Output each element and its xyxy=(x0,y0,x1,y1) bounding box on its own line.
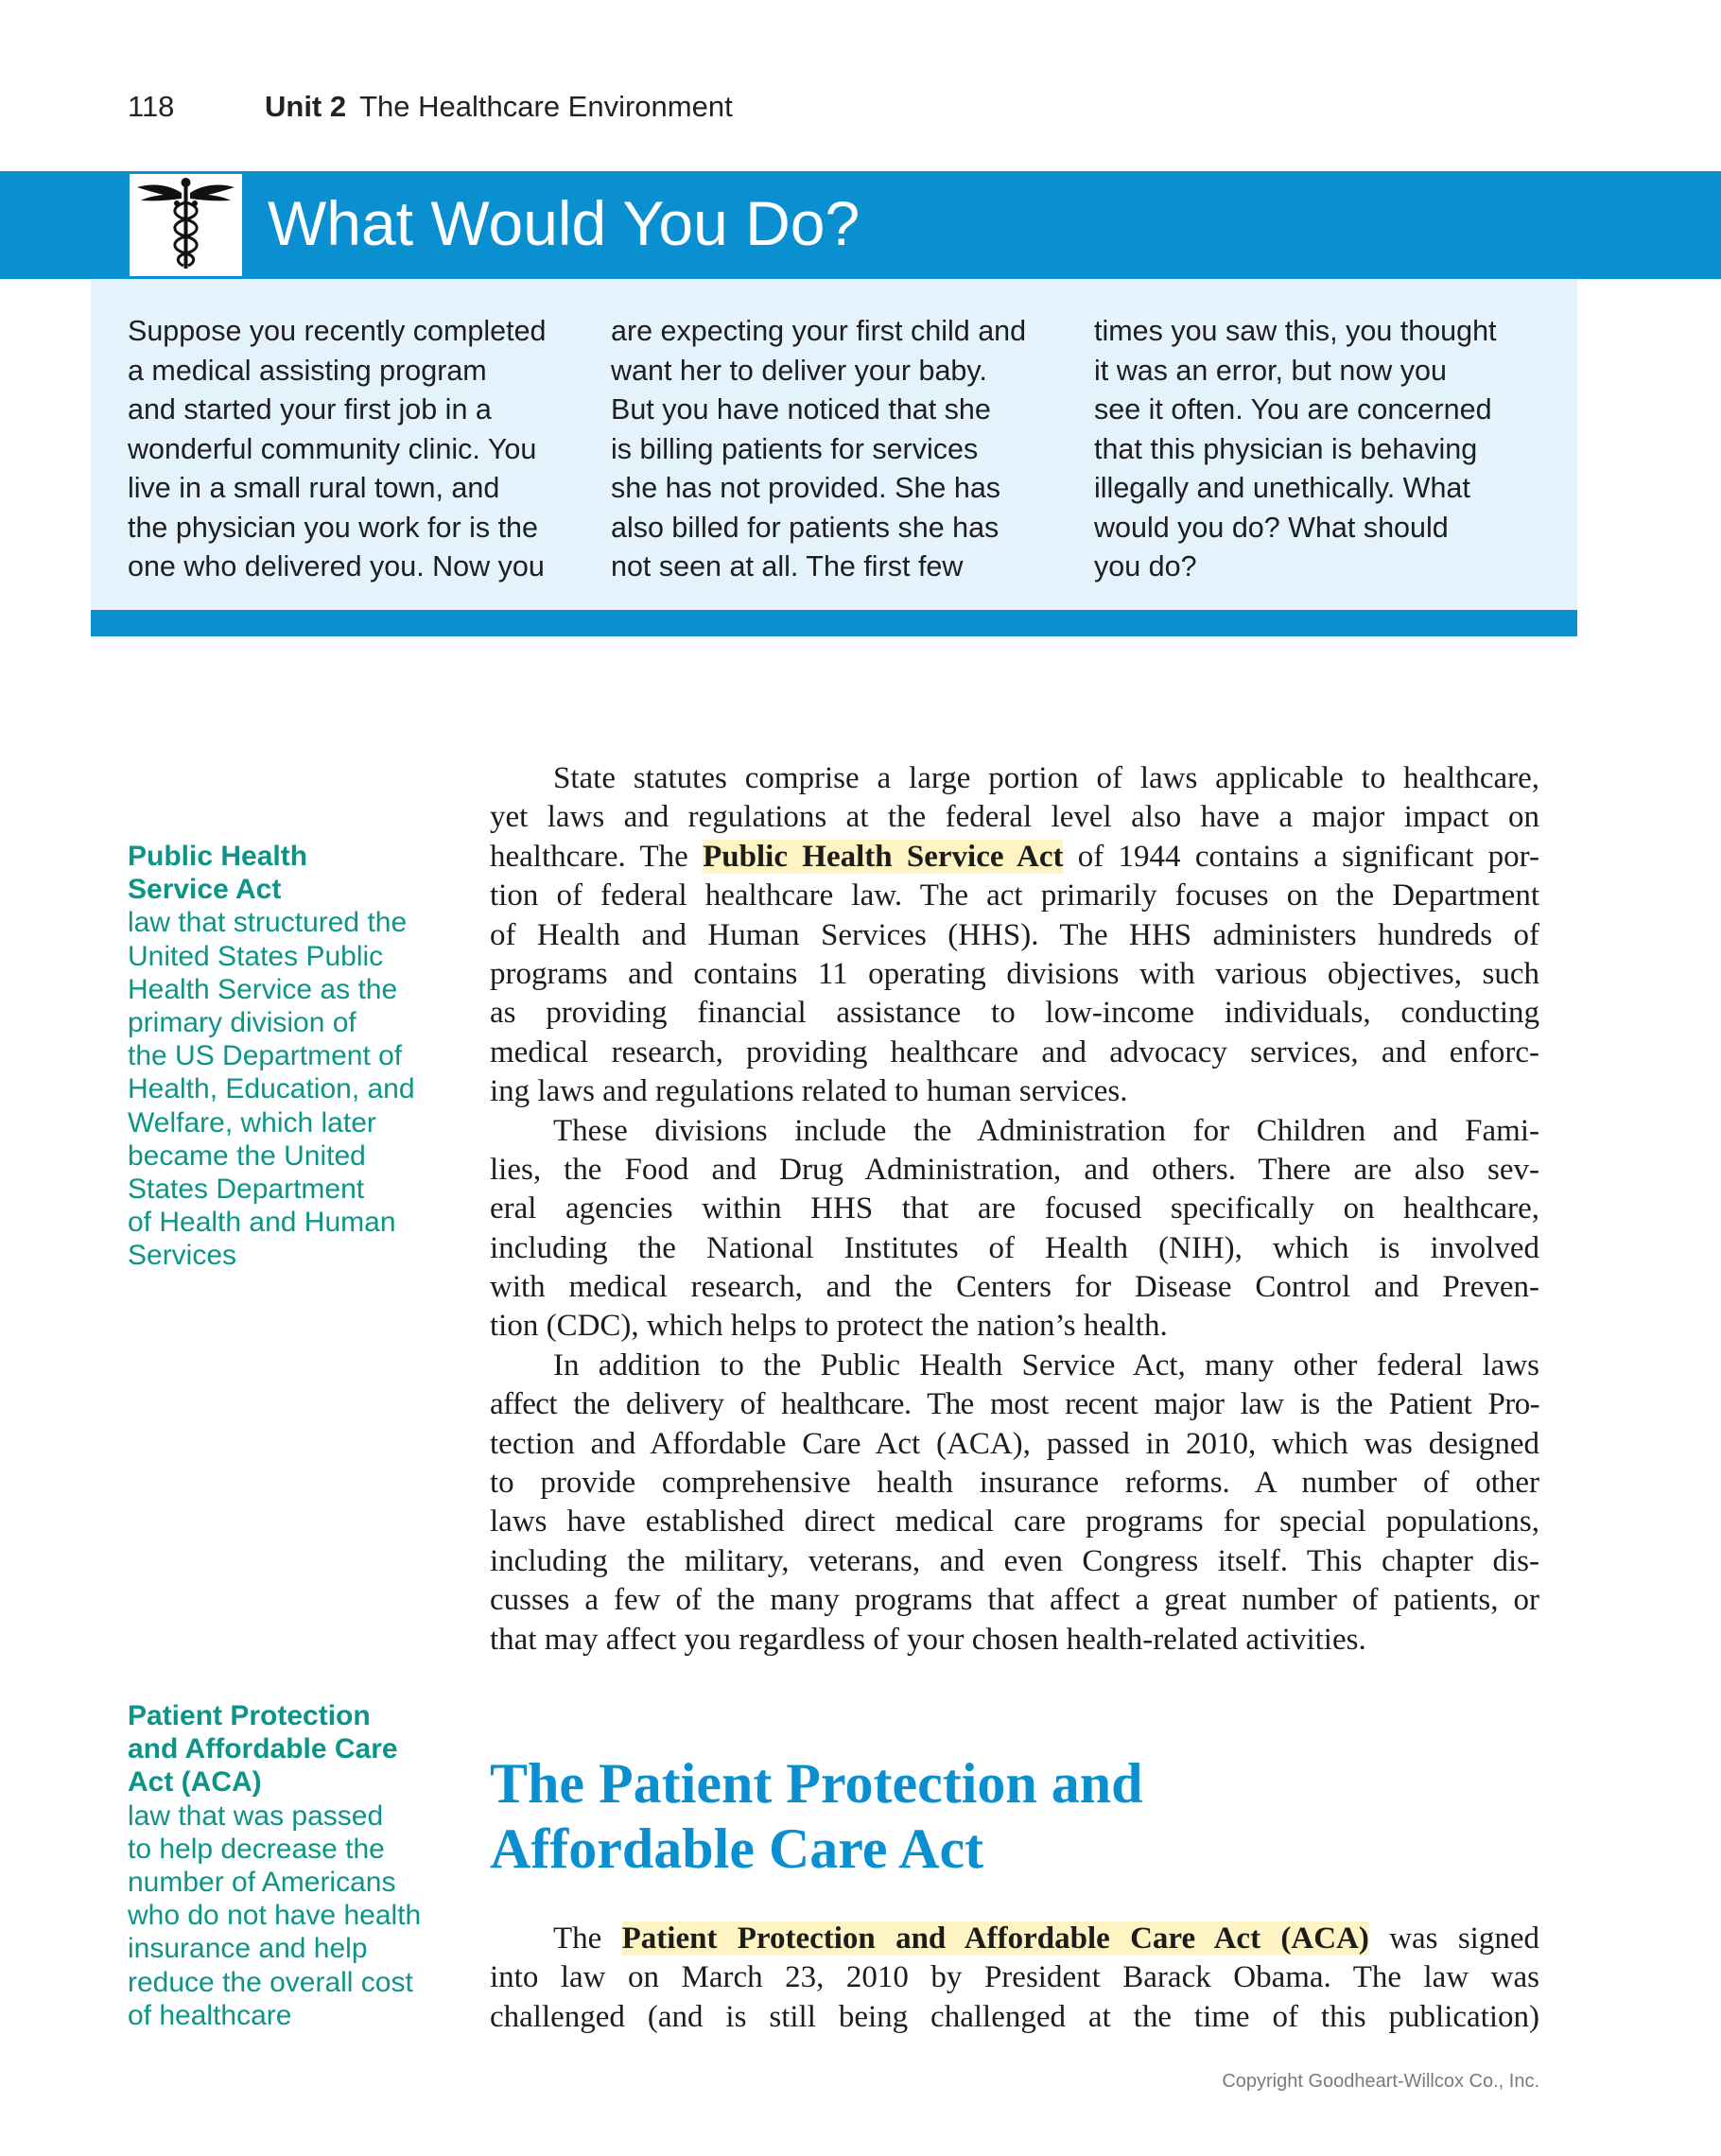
copyright-notice: Copyright Goodheart-Willcox Co., Inc. xyxy=(1222,2071,1539,2092)
feature-title: What Would You Do? xyxy=(268,188,860,258)
body-line xyxy=(490,838,1539,877)
glossary-definition: of Health and Human xyxy=(128,1207,396,1239)
feature-line: would you do? What should xyxy=(1094,511,1449,544)
glossary-definition: United States Public xyxy=(128,940,384,972)
glossary-definition: who do not have health xyxy=(128,1900,422,1932)
glossary-definition: of healthcare xyxy=(128,1999,292,2031)
feature-line: Suppose you recently completed xyxy=(128,315,547,347)
page-number: 118 xyxy=(128,90,175,123)
body-line-part: was signed xyxy=(1368,1921,1539,1956)
body-line: In addition to the Public Health Service Act, many other federal laws xyxy=(553,1348,1539,1382)
glossary-definition: the US Department of xyxy=(128,1040,403,1072)
body-line-part: The xyxy=(553,1921,622,1956)
glossary-term: Service Act xyxy=(128,874,282,906)
feature-line: a medical assisting program xyxy=(128,354,487,387)
glossary-term: and Affordable Care xyxy=(128,1733,398,1765)
feature-line: she has not provided. She has xyxy=(611,472,1001,504)
glossary-aca xyxy=(128,1699,449,2032)
glossary-term: Act (ACA) xyxy=(128,1766,262,1799)
glossary-term: Public Health xyxy=(128,841,308,872)
body-line: tion (CDC), which helps to protect the nation’s health. xyxy=(490,1309,1168,1344)
unit-label: Unit 2 xyxy=(265,90,347,123)
body-line: tion of federal healthcare law. The act primarily focuses on the Department xyxy=(490,878,1539,913)
body-line: as providing financial assistance to low-income individuals, conducting xyxy=(490,996,1539,1031)
body-line: including the military, veterans, and even Congress itself. This chapter dis- xyxy=(490,1543,1539,1578)
feature-line: not seen at all. The first few xyxy=(611,550,964,582)
body-line: into law on March 23, 2010 by President Barack Obama. The law was xyxy=(490,1960,1539,1995)
feature-title-bar xyxy=(0,171,1721,279)
caduceus-icon-graphic xyxy=(130,174,242,276)
glossary-definition: reduce the overall cost xyxy=(128,1966,413,1998)
body-line: eral agencies within HHS that are focused specifically on healthcare, xyxy=(490,1191,1539,1226)
feature-line: illegally and unethically. What xyxy=(1094,472,1470,504)
body-line: These divisions include the Administration for Children and Fami- xyxy=(553,1113,1539,1148)
glossary-definition: insurance and help xyxy=(128,1933,368,1965)
body-line: affect the delivery of healthcare. The most recent major law is the Patient Pro- xyxy=(490,1387,1539,1422)
glossary-definition: Services xyxy=(128,1240,237,1272)
body-line: lies, the Food and Drug Administration, and others. There are also sev- xyxy=(490,1152,1539,1187)
body-line: tection and Affordable Care Act (ACA), passed in 2010, which was designed xyxy=(490,1426,1539,1461)
glossary-definition: to help decrease the xyxy=(128,1833,385,1865)
feature-column-3 xyxy=(1094,312,1548,587)
feature-bottom-rule xyxy=(91,610,1577,636)
body-line: ing laws and regulations related to human services. xyxy=(490,1074,1128,1109)
glossary-definition: number of Americans xyxy=(128,1867,396,1899)
glossary-definition: Welfare, which later xyxy=(128,1106,376,1139)
glossary-definition: States Department xyxy=(128,1174,365,1206)
feature-line: are expecting your first child and xyxy=(611,315,1027,347)
feature-column-2 xyxy=(611,312,1065,587)
body-line xyxy=(490,1920,1539,1958)
body-text-2 xyxy=(490,1920,1539,2037)
feature-line: see it often. You are concerned xyxy=(1094,393,1492,426)
section-heading xyxy=(490,1751,1530,1882)
key-term-public-health-service-act: Public Health Service Act xyxy=(703,839,1064,874)
feature-line: it was an error, but now you xyxy=(1094,354,1447,387)
running-head xyxy=(128,88,733,126)
glossary-definition: Health, Education, and xyxy=(128,1073,415,1105)
glossary-term: Patient Protection xyxy=(128,1700,371,1731)
body-line: State statutes comprise a large portion of laws applicable to healthcare, xyxy=(553,761,1539,795)
section-heading-line: The Patient Protection and xyxy=(490,1752,1143,1815)
feature-line: you do? xyxy=(1094,550,1197,582)
body-line: programs and contains 11 operating divisions with various objectives, such xyxy=(490,956,1539,991)
feature-column-1 xyxy=(128,312,582,587)
feature-line: is billing patients for services xyxy=(611,432,979,465)
feature-line: wonderful community clinic. You xyxy=(128,432,537,465)
feature-line: But you have noticed that she xyxy=(611,393,991,426)
feature-line: one who delivered you. Now you xyxy=(128,550,545,582)
body-line-part: of 1944 contains a significant por- xyxy=(1063,839,1539,874)
body-line: yet laws and regulations at the federal level also have a major impact on xyxy=(490,800,1539,835)
feature-line: the physician you work for is the xyxy=(128,511,538,544)
unit-title: The Healthcare Environment xyxy=(359,90,733,123)
body-line: medical research, providing healthcare and advocacy services, and enforc- xyxy=(490,1035,1539,1069)
caduceus-icon xyxy=(130,174,242,276)
glossary-definition: law that was passed xyxy=(128,1800,384,1832)
feature-line: want her to deliver your baby. xyxy=(611,354,987,387)
body-line: with medical research, and the Centers for Disease Control and Preven- xyxy=(490,1270,1539,1305)
body-text-1 xyxy=(490,759,1539,1660)
section-heading-line: Affordable Care Act xyxy=(490,1817,984,1880)
key-term-aca: Patient Protection and Affordable Care Act (ACA) xyxy=(621,1921,1369,1956)
body-line: of Health and Human Services (HHS). The HHS administers hundreds of xyxy=(490,917,1539,952)
feature-line: times you saw this, you thought xyxy=(1094,315,1497,347)
body-line: cusses a few of the many programs that affect a great number of patients, or xyxy=(490,1583,1539,1618)
glossary-definition: Health Service as the xyxy=(128,973,398,1005)
glossary-public-health-service-act xyxy=(128,840,449,1273)
body-line: challenged (and is still being challenged at the time of this publication) xyxy=(490,1999,1539,2034)
feature-line: and started your first job in a xyxy=(128,393,492,426)
body-line: laws have established direct medical care programs for special populations, xyxy=(490,1504,1539,1539)
feature-line: that this physician is behaving xyxy=(1094,432,1478,465)
feature-line: live in a small rural town, and xyxy=(128,472,500,504)
glossary-definition: became the United xyxy=(128,1139,366,1172)
body-line: that may affect you regardless of your chosen health-related activities. xyxy=(490,1622,1366,1657)
body-line: to provide comprehensive health insurance reforms. A number of other xyxy=(490,1466,1539,1501)
feature-line: also billed for patients she has xyxy=(611,511,1000,544)
glossary-definition: primary division of xyxy=(128,1007,356,1039)
body-line: including the National Institutes of Health (NIH), which is involved xyxy=(490,1230,1539,1265)
glossary-definition: law that structured the xyxy=(128,907,408,939)
body-line-part: healthcare. The xyxy=(490,839,704,874)
